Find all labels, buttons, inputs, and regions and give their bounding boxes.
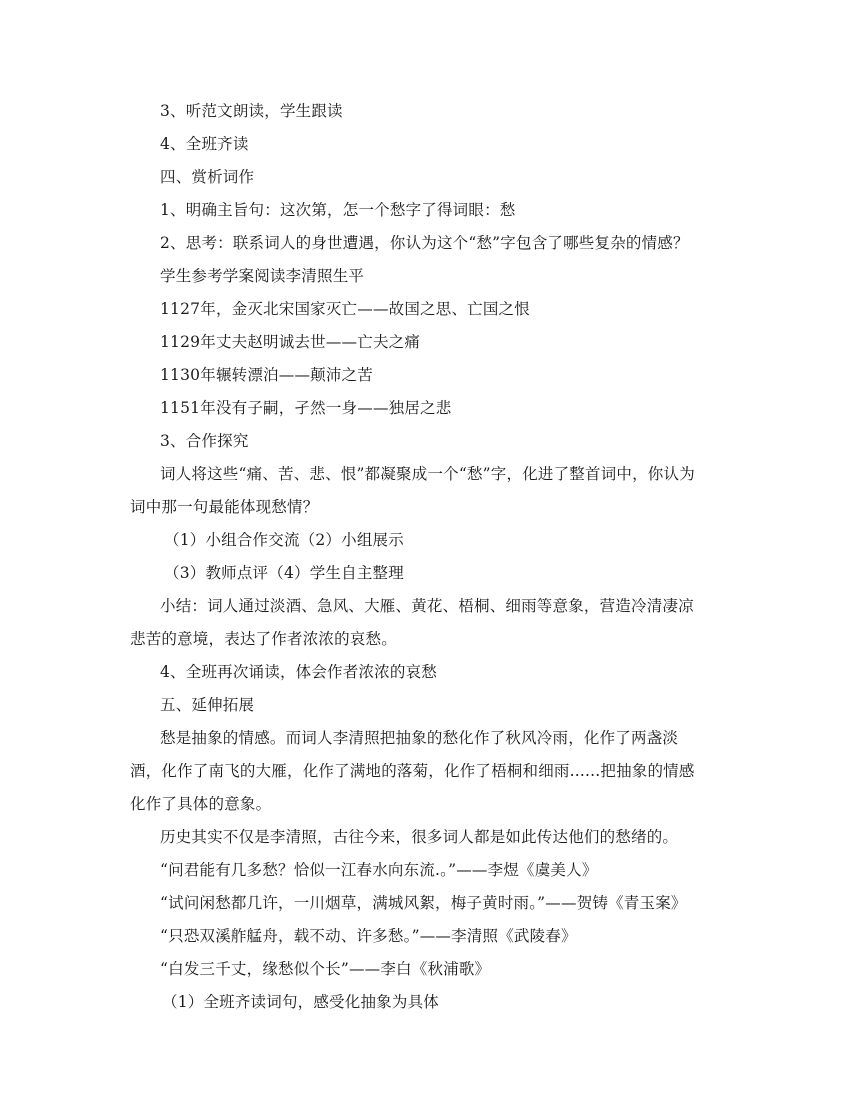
text-line: 4、全班齐读	[160, 135, 249, 153]
text-line: 1130年辗转漂泊——颠沛之苦	[160, 366, 373, 384]
text-line: 学生参考学案阅读李清照生平	[160, 267, 365, 285]
text-line: （1）全班齐读词句，感受化抽象为具体	[162, 993, 439, 1011]
text-line: （1）小组合作交流（2）小组展示	[164, 531, 404, 549]
text-line: 1129年丈夫赵明诚去世——亡夫之痛	[160, 333, 421, 351]
text-line: 小结：词人通过淡酒、急风、大雁、黄花、梧桐、细雨等意象，营造冷清凄凉	[160, 597, 694, 615]
quote-line: “白发三千丈，缘愁似个长”——李白《秋浦歌》	[160, 960, 491, 978]
text-line: 4、全班再次诵读，体会作者浓浓的哀愁	[160, 663, 437, 681]
text-line: 化作了具体的意象。	[130, 795, 272, 813]
text-line: 酒，化作了南飞的大雁，化作了满地的落菊，化作了梧桐和细雨......把抽象的情感	[130, 762, 695, 780]
text-line: 愁是抽象的情感。而词人李清照把抽象的愁化作了秋风冷雨，化作了两盏淡	[160, 729, 679, 747]
text-line: 3、听范文朗读，学生跟读	[160, 102, 343, 120]
text-line: 2、思考：联系词人的身世遭遇，你认为这个“愁”字包含了哪些复杂的情感？	[160, 234, 689, 252]
text-line: 词人将这些“痛、苦、悲、恨”都凝聚成一个“愁”字，化进了整首词中，你认为	[160, 465, 695, 483]
section-heading: 五、延伸拓展	[160, 696, 255, 714]
text-line: 词中那一句最能体现愁情？	[130, 498, 319, 516]
text-line: 1127年，金灭北宋国家灭亡——故国之思、亡国之恨	[160, 300, 530, 318]
text-line: 3、合作探究	[160, 432, 249, 450]
text-line: （3）教师点评（4）学生自主整理	[164, 564, 404, 582]
text-line: 1、明确主旨句：这次第，怎一个愁字了得词眼：愁	[160, 201, 516, 219]
quote-line: “只恐双溪舴艋舟，载不动、许多愁。”——李清照《武陵春》	[160, 927, 577, 945]
quote-line: “问君能有几多愁？恰似一江春水向东流.。”——李煜《虞美人》	[160, 861, 598, 879]
text-line: 1151年没有子嗣，孑然一身——独居之悲	[160, 399, 452, 417]
text-line: 悲苦的意境，表达了作者浓浓的哀愁。	[130, 630, 397, 648]
text-line: 历史其实不仅是李清照，古往今来，很多词人都是如此传达他们的愁绪的。	[160, 828, 679, 846]
quote-line: “试问闲愁都几许，一川烟草，满城风絮，梅子黄时雨。”——贺铸《青玉案》	[160, 894, 687, 912]
section-heading: 四、赏析词作	[160, 168, 255, 186]
